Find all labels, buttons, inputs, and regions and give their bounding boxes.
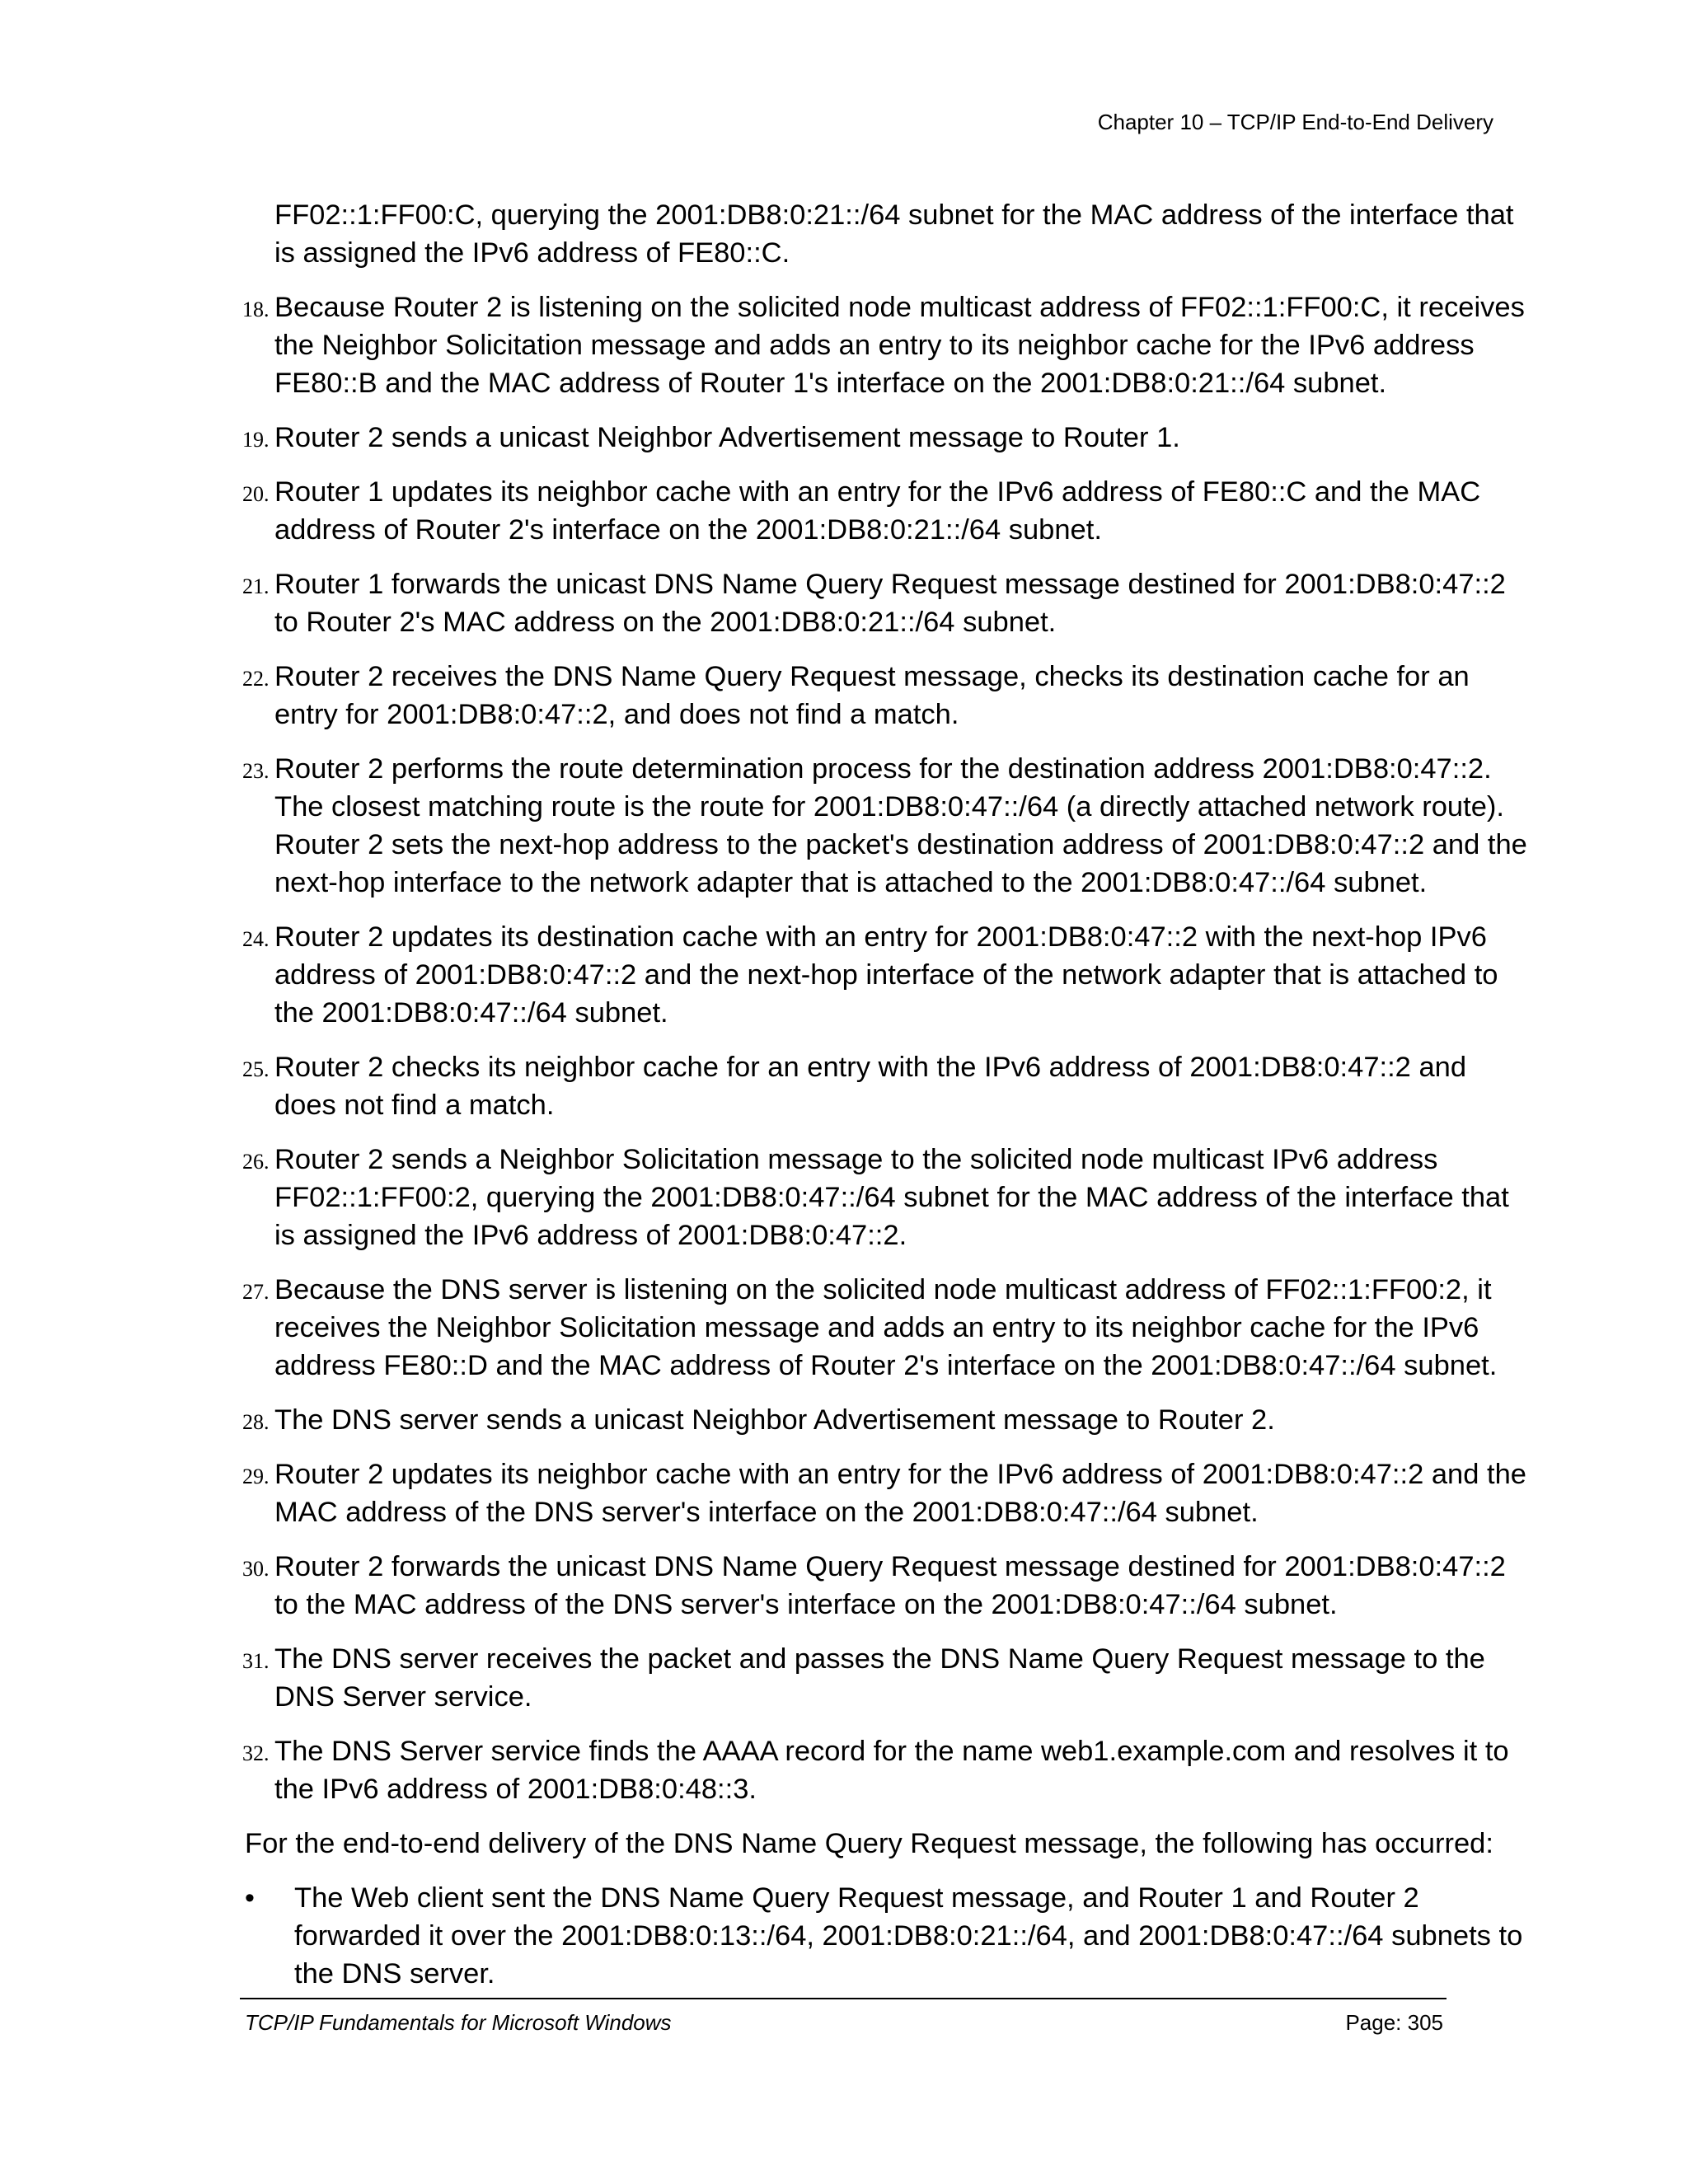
step-text: Router 2 updates its neighbor cache with an entry for the IPv6 address of 2001:DB8:0:47::2 and the MAC address of the DNS server's interface on the 2001:DB8:0:47::/64 subnet. xyxy=(274,1459,1526,1528)
step-item xyxy=(242,288,1531,402)
step-text: Router 2 performs the route determination process for the destination address 2001:DB8:0:47::2. The closest matching route is the route for 2001:DB8:0:47::/64 (a directly attached network route). Router 2 sets the next-hop address to the packet's destination address of 2001:DB8:0:47::2 and the next-hop interface to the network adapter that is attached to the 2001:DB8:0:47::/64 subnet. xyxy=(274,753,1527,898)
step-text: Router 2 sends a Neighbor Solicitation message to the solicited node multicast IPv6 address FF02::1:FF00:2, querying the 2001:DB8:0:47::/64 subnet for the MAC address of the interface that is assigned the IPv6 address of 2001:DB8:0:47::2. xyxy=(274,1144,1509,1251)
step-number: 23. xyxy=(242,759,270,783)
page-body xyxy=(242,196,1531,2009)
summary-paragraph: For the end-to-end delivery of the DNS Name Query Request message, the following has occurred: xyxy=(245,1828,1493,1859)
step-text: Router 2 receives the DNS Name Query Request message, checks its destination cache for an entry for 2001:DB8:0:47::2, and does not find a match. xyxy=(274,661,1470,730)
step-item xyxy=(242,1455,1531,1531)
step-item xyxy=(242,750,1531,902)
step-number: 25. xyxy=(242,1057,270,1081)
step-item xyxy=(242,1640,1531,1716)
step-number: 26. xyxy=(242,1150,270,1174)
step-item xyxy=(242,658,1531,733)
step-text: The DNS server receives the packet and passes the DNS Name Query Request message to the DNS Server service. xyxy=(274,1643,1485,1713)
continuation-paragraph: FF02::1:FF00:C, querying the 2001:DB8:0:21::/64 subnet for the MAC address of the interface that is assigned the IPv6 address of FE80::C. xyxy=(274,199,1514,269)
step-item xyxy=(242,1401,1531,1439)
step-item xyxy=(242,1141,1531,1254)
footer-page-number: Page: 305 xyxy=(1345,2010,1443,2035)
step-item xyxy=(242,473,1531,549)
step-number: 30. xyxy=(242,1557,270,1581)
step-text: Because the DNS server is listening on the solicited node multicast address of FF02::1:FF00:2, it receives the Neighbor Solicitation message and adds an entry to its neighbor cache for the IPv6 address FE80::D and the MAC address of Router 2's interface on the 2001:DB8:0:47::/64 subnet. xyxy=(274,1274,1498,1381)
step-item xyxy=(242,1271,1531,1385)
step-text: Router 2 checks its neighbor cache for an entry with the IPv6 address of 2001:DB8:0:47::2 and does not find a match. xyxy=(274,1052,1467,1121)
bullet-text: The Web client sent the DNS Name Query Request message, and Router 1 and Router 2 forwarded it over the 2001:DB8:0:13::/64, 2001:DB8:0:21::/64, and 2001:DB8:0:47::/64 subnets to the DNS server. xyxy=(294,1882,1523,1990)
footer-book-title: TCP/IP Fundamentals for Microsoft Windows xyxy=(245,2010,672,2035)
step-item xyxy=(242,565,1531,641)
step-number: 18. xyxy=(242,298,270,321)
footer-divider xyxy=(240,1998,1447,1999)
bullet-list-item xyxy=(245,1879,1531,1993)
step-text: Because Router 2 is listening on the solicited node multicast address of FF02::1:FF00:C, it receives the Neighbor Solicitation message and adds an entry to its neighbor cache for the IPv6 address FE80::B and the MAC address of Router 1's interface on the 2001:DB8:0:21::/64 subnet. xyxy=(274,292,1525,399)
step-text: Router 2 updates its destination cache with an entry for 2001:DB8:0:47::2 with the next-hop IPv6 address of 2001:DB8:0:47::2 and the next-hop interface of the network adapter that is attached to the 2001:DB8:0:47::/64 subnet. xyxy=(274,921,1498,1029)
step-item xyxy=(242,1548,1531,1624)
step-number: 28. xyxy=(242,1410,270,1434)
step-number: 24. xyxy=(242,927,270,951)
step-text: The DNS Server service finds the AAAA record for the name web1.example.com and resolves it to the IPv6 address of 2001:DB8:0:48::3. xyxy=(274,1736,1509,1805)
step-text: Router 2 forwards the unicast DNS Name Query Request message destined for 2001:DB8:0:47::2 to the MAC address of the DNS server's interface on the 2001:DB8:0:47::/64 subnet. xyxy=(274,1551,1506,1620)
numbered-steps xyxy=(242,288,1531,1808)
step-number: 29. xyxy=(242,1465,270,1488)
step-item xyxy=(242,1732,1531,1808)
step-number: 21. xyxy=(242,574,270,598)
step-text: Router 1 updates its neighbor cache with an entry for the IPv6 address of FE80::C and the MAC address of Router 2's interface on the 2001:DB8:0:21::/64 subnet. xyxy=(274,476,1481,546)
running-header: Chapter 10 – TCP/IP End-to-End Delivery xyxy=(1097,110,1493,134)
step-item xyxy=(242,918,1531,1032)
bullet-icon: • xyxy=(245,1882,255,1914)
step-number: 20. xyxy=(242,482,270,506)
step-number: 19. xyxy=(242,428,270,452)
step-item xyxy=(242,1048,1531,1124)
step-text: Router 2 sends a unicast Neighbor Advertisement message to Router 1. xyxy=(274,422,1180,453)
step-number: 32. xyxy=(242,1741,270,1765)
step-text: Router 1 forwards the unicast DNS Name Query Request message destined for 2001:DB8:0:47::2 to Router 2's MAC address on the 2001:DB8:0:21::/64 subnet. xyxy=(274,569,1506,638)
step-text: The DNS server sends a unicast Neighbor Advertisement message to Router 2. xyxy=(274,1404,1275,1436)
step-number: 27. xyxy=(242,1280,270,1304)
step-number: 31. xyxy=(242,1649,270,1673)
step-item xyxy=(242,419,1531,457)
step-number: 22. xyxy=(242,667,270,691)
